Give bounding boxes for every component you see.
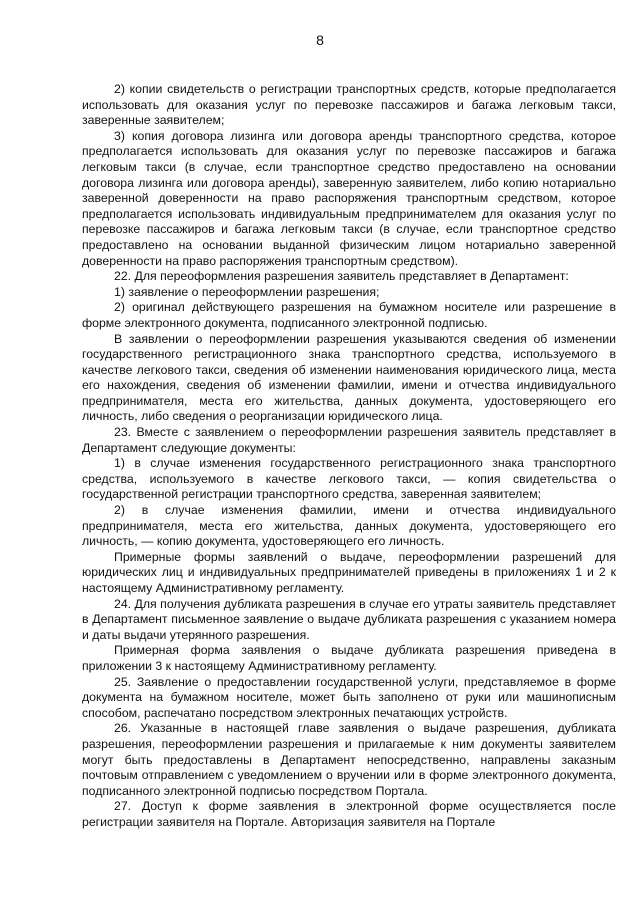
page-number: 8 <box>316 32 324 48</box>
paragraph: 1) в случае изменения государственного регистрационного знака транспортного средства, используемого в качестве легкового такси, — копия свидетельства о государственной регистрации транспортного средства, заверенная заявителем; <box>82 456 616 502</box>
paragraph: Примерные формы заявлений о выдаче, переоформлении разрешений для юридических лиц и индивидуальных предпринимателей приведены в приложениях 1 и 2 к настоящему Административному регламенту. <box>82 549 616 595</box>
paragraph: 23. Вместе с заявлением о переоформлении разрешения заявитель представляет в Департамент следующие документы: <box>82 425 616 455</box>
paragraph: 2) копии свидетельств о регистрации транспортных средств, которые предполагается использовать для оказания услуг по перевозке пассажиров и багажа легковым такси, заверенные заявителем; <box>82 82 616 128</box>
paragraph: 3) копия договора лизинга или договора аренды транспортного средства, которое предполагается использовать для оказания услуг по перевозке пассажиров и багажа легковым такси (в случае, если транспортное средство предоставлено на основании договора лизинга или договора аренды), заверенную заявителем, либо копию нотариально заверенной доверенности на право распоряжения транспортным средством, которое предполагается использовать индивидуальным предпринимателем для оказания услуг по перевозке пассажиров и багажа легковым такси (в случае, если транспортное средство предоставлено на основании выданной физическим лицом нотариально заверенной доверенности на право распоряжения транспортным средством). <box>82 128 616 268</box>
paragraph: В заявлении о переоформлении разрешения указываются сведения об изменении государственного регистрационного знака транспортного средства, используемого в качестве легкового такси, сведения об изменении наименования юридического лица, места его нахождения, сведения об изменении фамилии, имени и отчества индивидуального предпринимателя, места его жительства, данных документа, удостоверяющего его личность, либо сведения о реорганизации юридического лица. <box>82 331 616 424</box>
paragraph: 2) в случае изменения фамилии, имени и отчества индивидуального предпринимателя, места его жительства, данных документа, удостоверяющего его личность, — копию документа, удостоверяющего его личность. <box>82 503 616 549</box>
paragraph: 25. Заявление о предоставлении государственной услуги, представляемое в форме документа на бумажном носителе, может быть заполнено от руки или машинописным способом, распечатано посредством электронных печатающих устройств. <box>82 674 616 720</box>
paragraph: 1) заявление о переоформлении разрешения; <box>114 284 380 299</box>
paragraph: 24. Для получения дубликата разрешения в случае его утраты заявитель представляет в Департамент письменное заявление о выдаче дубликата разрешения с указанием номера и даты выдачи утерянного разрешения. <box>82 596 616 642</box>
paragraph: 22. Для переоформления разрешения заявитель представляет в Департамент: <box>114 269 569 284</box>
paragraph: 27. Доступ к форме заявления в электронной форме осуществляется после регистрации заявителя на Портале. Авторизация заявителя на Портале <box>82 799 616 829</box>
paragraph: Примерная форма заявления о выдаче дубликата разрешения приведена в приложении 3 к настоящему Административному регламенту. <box>82 643 616 673</box>
document-body <box>82 82 616 831</box>
paragraph: 2) оригинал действующего разрешения на бумажном носителе или разрешение в форме электронного документа, подписанного электронной подписью. <box>82 300 616 330</box>
paragraph: 26. Указанные в настоящей главе заявления о выдаче разрешения, дубликата разрешения, переоформлении разрешения и прилагаемые к ним документы заявителем могут быть предоставлены в Департамент непосредственно, направлены заказным почтовым отправлением с уведомлением о вручении или в форме электронного документа, подписанного электронной подписью посредством Портала. <box>82 721 616 798</box>
